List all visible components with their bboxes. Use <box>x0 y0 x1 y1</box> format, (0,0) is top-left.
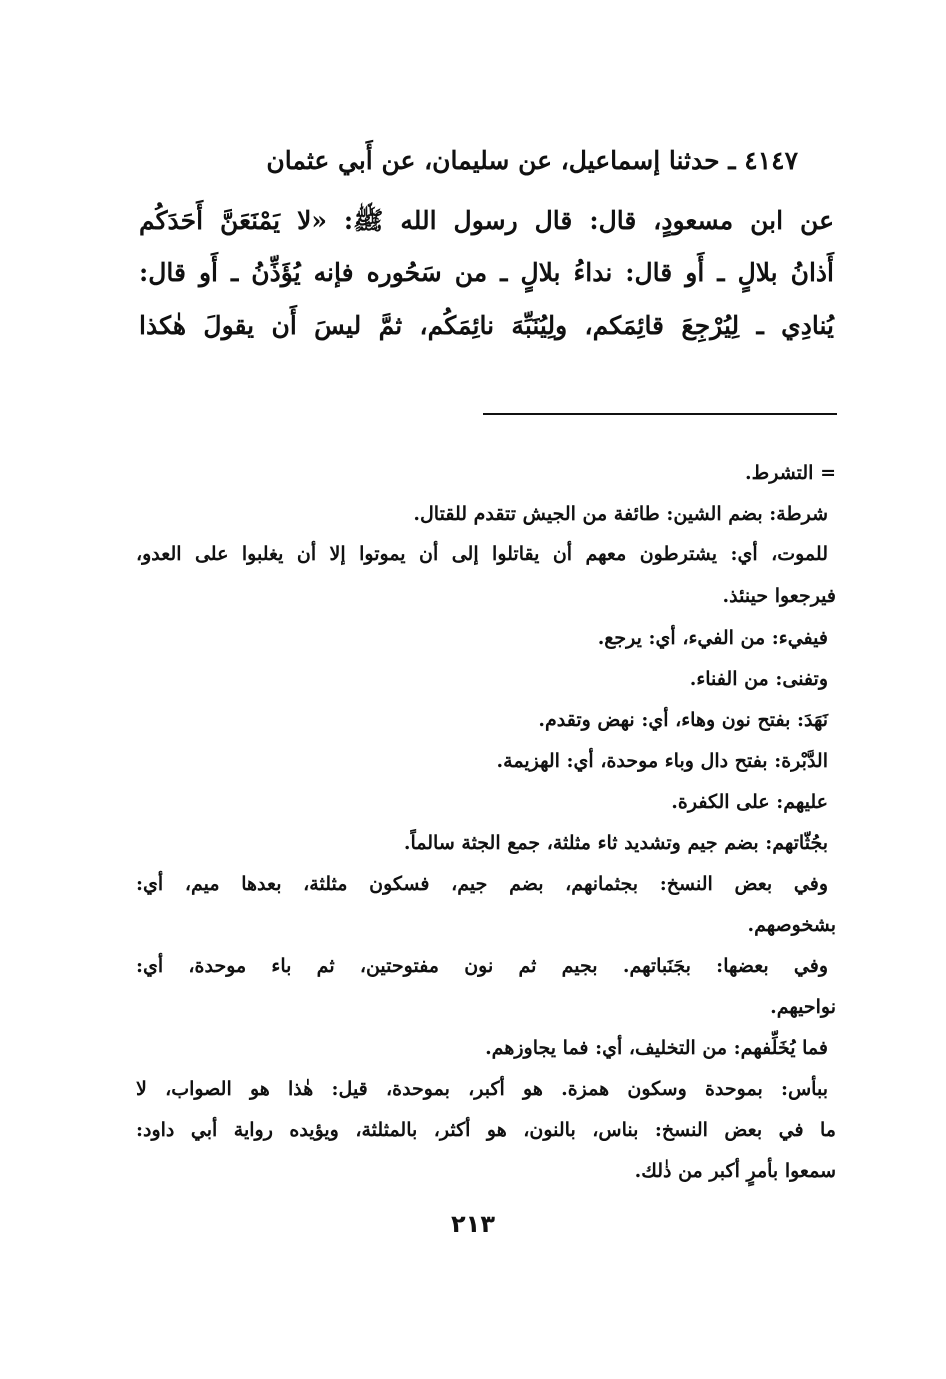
note-line-11: وفي بعض النسخ: بجثمانهم، بضم جيم، فسكون مثلثة، بعدها ميم، أي: <box>136 873 828 895</box>
note-line-5: فيفيء: من الفيء، أي: يرجع. <box>597 627 828 649</box>
note-line-18: سمعوا بأمرٍ أكبر من ذٰلك. <box>634 1160 836 1182</box>
hadith-line-4: يُنادِي ـ لِيُرْجِعَ قائِمَكم، ولِيُنَبِّهَ نائِمَكُم، ثمَّ ليسَ أَن يقولَ هٰكذا <box>139 311 834 340</box>
note-line-13: وفي بعضها: بجَنَباتهم. بجيم ثم نون مفتوحتين، ثم باء موحدة، أي: <box>136 955 828 977</box>
note-line-9: عليهم: على الكفرة. <box>671 791 828 813</box>
note-line-17: ما في بعض النسخ: بناس، بالنون، هو أكثر، بالمثلثة، ويؤيده رواية أبي داود: <box>136 1119 836 1141</box>
note-line-1: = التشرط. <box>745 462 836 484</box>
note-line-14: نواحيهم. <box>770 996 836 1018</box>
note-line-4: فيرجعوا حينئذ. <box>722 585 836 607</box>
note-line-6: وتفنى: من الفناء. <box>689 668 828 690</box>
note-line-10: بجُثّاتهم: بضم جيم وتشديد ثاء مثلثة، جمع الجثة سالماً. <box>403 832 828 854</box>
hadith-line-3: أَذانُ بلالٍ ـ أَو قال: نداءُ بلالٍ ـ من سَحُوره فإنه يُؤَذِّنُ ـ أَو قال: <box>139 258 834 287</box>
note-line-3: للموت، أي: يشترطون معهم أن يقاتلوا إلى أن يموتوا إلا أن يغلبوا على العدو، <box>136 543 828 565</box>
hadith-line-1: ٤١٤٧ ـ حدثنا إسماعيل، عن سليمان، عن أَبي عثمان <box>266 146 798 175</box>
note-line-15: فما يُخَلِّفهم: من التخليف، أي: فما يجاوزهم. <box>485 1037 828 1059</box>
note-line-16: ببأس: بموحدة وسكون همزة. هو أكبر، بموحدة، قيل: هٰذا هو الصواب، لا <box>136 1078 828 1100</box>
note-line-12: بشخوصهم. <box>747 914 836 936</box>
footnote-separator <box>483 413 837 415</box>
note-line-8: الدَّبْرة: بفتح دال وباء موحدة، أي: الهزيمة. <box>496 750 828 772</box>
note-line-2: شرطة: بضم الشين: طائفة من الجيش تتقدم للقتال. <box>413 503 828 525</box>
note-line-7: نَهَدَ: بفتح نون وهاء، أي: نهض وتقدم. <box>538 709 828 731</box>
hadith-line-2: عن ابن مسعودٍ، قال: قال رسول الله ﷺ: «لا يَمْنَعَنَّ أَحَدَكُم <box>139 206 834 235</box>
page-number: ٢١٣ <box>451 1210 495 1238</box>
